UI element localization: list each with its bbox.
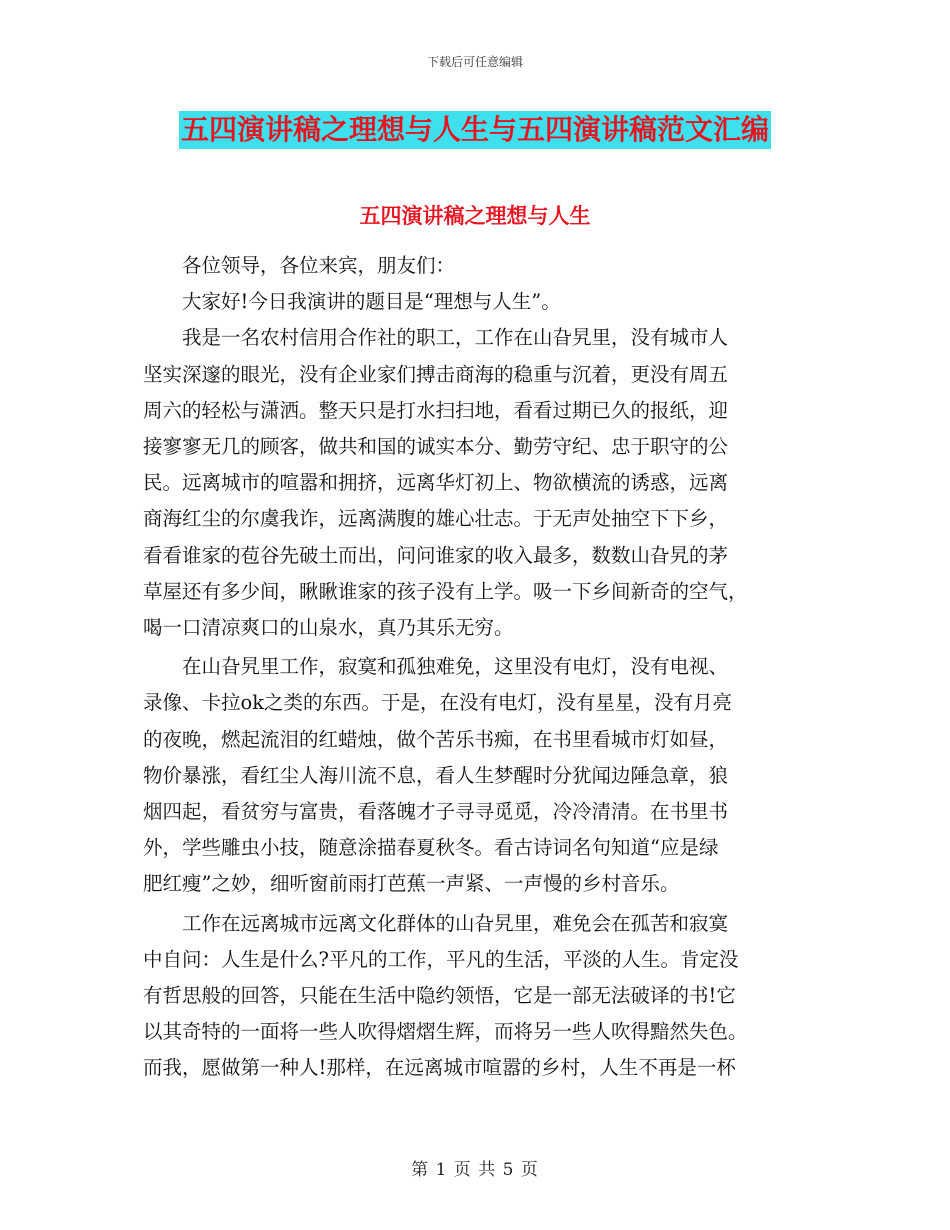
paragraph-line: 肥红瘦”之妙，细听窗前雨打芭蕉一声紧、一声慢的乡村音乐。 [143, 872, 680, 896]
body-paragraph [143, 248, 803, 284]
paragraph-line: 商海红尘的尔虞我诈，远离满腹的雄心壮志。于无声处抽空下下乡， [143, 507, 729, 531]
paragraph-line: 的夜晚，燃起流泪的红蜡烛，做个苦乐书痴，在书里看城市灯如昼， [143, 727, 729, 751]
paragraph-line: 而我，愿做第一种人!那样，在远离城市喧嚣的乡村，人生不再是一杯 [143, 1056, 736, 1080]
paragraph-line: 工作在远离城市远离文化群体的山旮旯里，难免会在孤苦和寂寞 [182, 911, 729, 935]
paragraph-line: 在山旮旯里工作，寂寞和孤独难免，这里没有电灯，没有电视、 [182, 655, 729, 679]
document-body [143, 248, 803, 1087]
page-footer-number: 第 1 页 共 5 页 [411, 1160, 539, 1180]
paragraph-line: 中自问：人生是什么?平凡的工作，平凡的生活，平淡的人生。肯定没 [143, 947, 739, 971]
paragraph-line: 录像、卡拉ok之类的东西。于是，在没有电灯，没有星星，没有月亮 [143, 691, 733, 715]
section-title: 五四演讲稿之理想与人生 [359, 204, 591, 228]
document-title-container [0, 111, 950, 149]
paragraph-line: 我是一名农村信用合作社的职工，工作在山旮旯里，没有城市人 [182, 326, 729, 350]
paragraph-line: 周六的轻松与潇洒。整天只是打水扫扫地，看看过期已久的报纸，迎 [143, 398, 729, 422]
paragraph-line: 有哲思般的回答，只能在生活中隐约领悟，它是一部无法破译的书!它 [143, 984, 736, 1008]
paragraph-line: 物价暴涨，看红尘人海川流不息，看人生梦醒时分犹闻边陲急章，狼 [143, 763, 729, 787]
document-title: 五四演讲稿之理想与人生与五四演讲稿范文汇编 [179, 111, 771, 149]
body-paragraph [143, 320, 803, 646]
paragraph-line: 草屋还有多少间，瞅瞅谁家的孩子没有上学。吸一下乡间新奇的空气， [143, 579, 748, 603]
paragraph-line: 大家好!今日我演讲的题目是“理想与人生”。 [182, 290, 561, 314]
body-paragraph [143, 906, 803, 1087]
body-paragraph [143, 649, 803, 902]
paragraph-line: 外，学些雕虫小技，随意涂描春夏秋冬。看古诗词名句知道“应是绿 [143, 836, 719, 860]
paragraph-line: 喝一口清凉爽口的山泉水，真乃其乐无穷。 [143, 616, 514, 640]
paragraph-line: 各位领导，各位来宾，朋友们： [182, 254, 456, 277]
paragraph-line: 以其奇特的一面将一些人吹得熠熠生辉，而将另一些人吹得黯然失色。 [143, 1020, 748, 1044]
paragraph-line: 烟四起，看贫穷与富贵，看落魄才子寻寻觅觅，冷冷清清。在书里书 [143, 800, 729, 824]
page-header-note: 下载后可任意编辑 [426, 55, 523, 69]
paragraph-line: 坚实深邃的眼光，没有企业家们搏击商海的稳重与沉着，更没有周五 [143, 362, 729, 386]
paragraph-line: 民。远离城市的喧嚣和拥挤，远离华灯初上、物欲横流的诱惑，远离 [143, 471, 729, 495]
body-paragraph [143, 284, 803, 320]
paragraph-line: 看看谁家的苞谷先破土而出，问问谁家的收入最多，数数山旮旯的茅 [143, 543, 729, 567]
paragraph-line: 接寥寥无几的顾客，做共和国的诚实本分、勤劳守纪、忠于职守的公 [143, 435, 729, 459]
